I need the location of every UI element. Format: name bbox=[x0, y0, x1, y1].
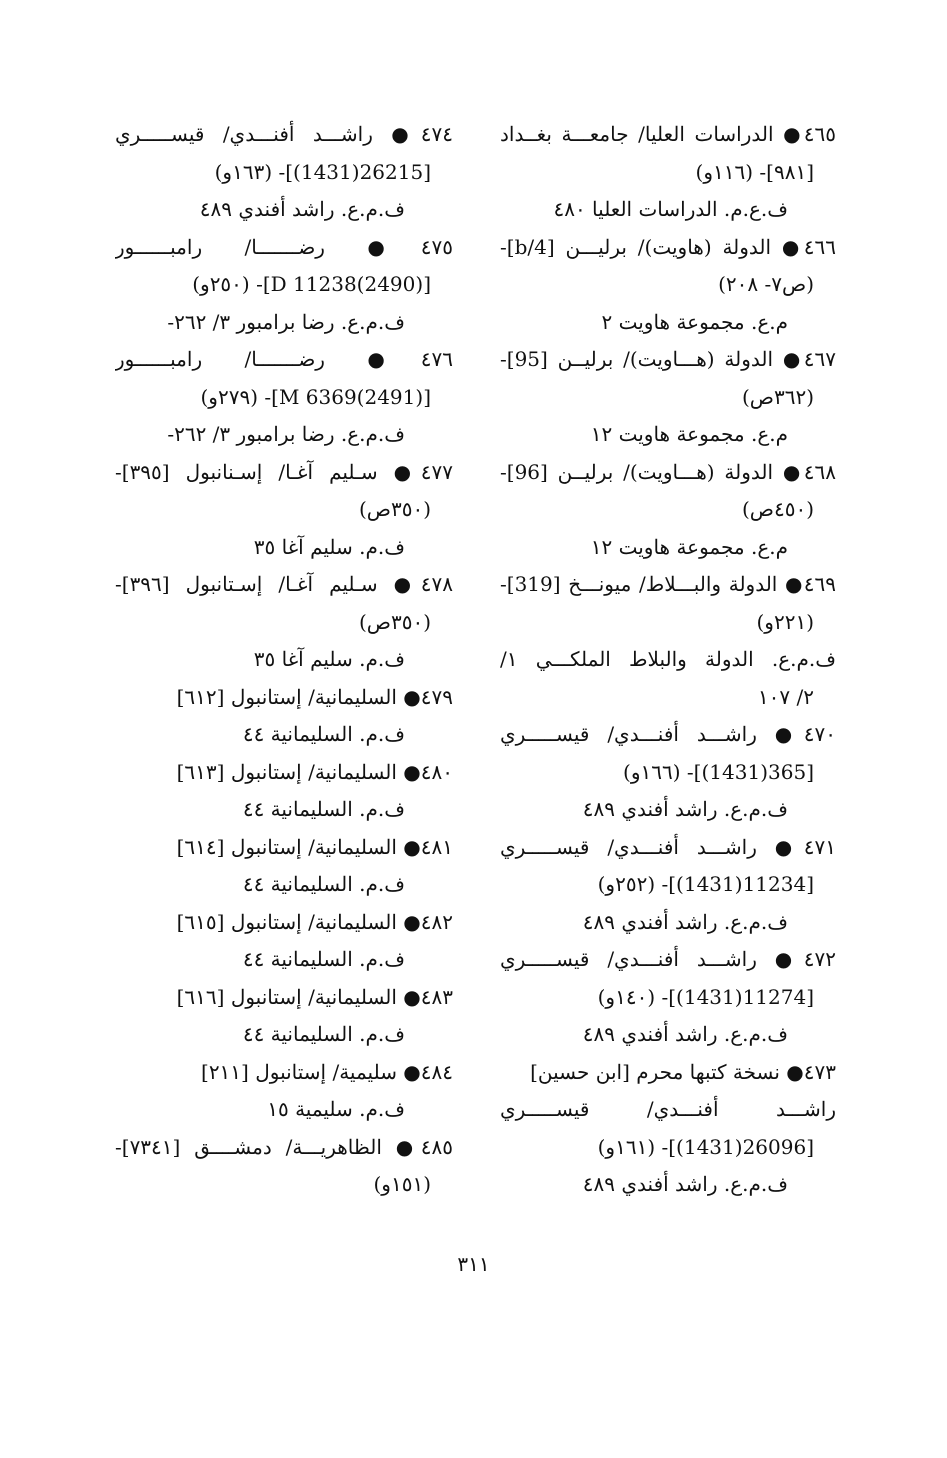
page-number: ٣١١ bbox=[457, 1252, 490, 1276]
catalog-line: م.ع. مجموعة هاويت ١٢ bbox=[590, 422, 788, 446]
catalog-line: (ص٧- ٢٠٨) bbox=[718, 272, 814, 296]
catalog-line: ٤٦٥● الدراسات العليا/ جامعـــة بغــداد bbox=[500, 122, 836, 146]
catalog-line: (٢٢١و) bbox=[756, 609, 814, 634]
catalog-line: ٤٨٠● السليمانية/ إستانبول [٦١٣] bbox=[176, 759, 453, 784]
catalog-line: ف.م.ع. راشد أفندي ٤٨٩ bbox=[199, 197, 405, 221]
catalog-line: ٤٧٧● سـليم آغـا/ إسـنانبول [٣٩٥]- bbox=[115, 459, 453, 484]
catalog-line: (٣٦٢ص) bbox=[741, 384, 814, 409]
catalog-line: [365(1431)]- (١٦٦و) bbox=[623, 759, 814, 784]
catalog-line: ف.م.ع. راشد أفندي ٤٨٩ bbox=[582, 909, 788, 934]
catalog-line: [11274(1431)]- (١٤٠و) bbox=[597, 984, 814, 1009]
catalog-line: ف.م. السليمانية ٤٤ bbox=[242, 872, 405, 896]
catalog-line: [D 11238(2490)]- (٢٥٠و) bbox=[192, 272, 431, 296]
catalog-line: ٤٧٨● سـليم آغـا/ إسـتانبول [٣٩٦]- bbox=[115, 572, 453, 596]
catalog-line: ف.م. سليمية ١٥ bbox=[267, 1097, 405, 1121]
catalog-line: ٤٧٣● نسخة كتبها محرم [ابن حسين] bbox=[530, 1059, 836, 1084]
catalog-line: ف.م. السليمانية ٤٤ bbox=[242, 722, 405, 746]
catalog-line: ٢/ ١٠٧ bbox=[757, 684, 814, 709]
catalog-line: ف.م.ع. رضا برامبور ٣/ ٢٦٢- bbox=[167, 422, 405, 446]
catalog-line: [26215(1431)]- (١٦٣و) bbox=[214, 159, 431, 184]
catalog-line: ٤٧١● راشـــد أفنـــدي/ قيســـــري bbox=[500, 834, 836, 859]
catalog-line: ف.ع.م. الدراسات العليا ٤٨٠ bbox=[553, 197, 788, 221]
catalog-line: ٤٧٩● السليمانية/ إستانبول [٦١٢] bbox=[176, 684, 453, 709]
left-column bbox=[115, 116, 453, 1204]
catalog-line: ف.م.ع. راشد أفندي ٤٨٩ bbox=[582, 1172, 788, 1196]
catalog-line: ٤٧٤● راشـــد أفنـــدي/ قيســـــري bbox=[115, 122, 453, 146]
catalog-line: ٤٨٤● سليمية/ إستانبول [٢١١] bbox=[201, 1059, 453, 1084]
catalog-line: [٩٨١]- (١١٦و) bbox=[695, 159, 814, 184]
catalog-line: ف.م.ع. راشد أفندي ٤٨٩ bbox=[582, 797, 788, 821]
catalog-line: ف.م.ع. الدولة والبلاط الملكـــي ١/ bbox=[500, 647, 836, 671]
catalog-line: ٤٦٨● الدولة (هـــاويت)/ برليــن [96]- bbox=[500, 459, 836, 484]
catalog-line: (٣٥٠ص) bbox=[358, 609, 431, 634]
catalog-line: [26096(1431)]- (١٦١و) bbox=[597, 1134, 814, 1159]
catalog-line: ف.م. السليمانية ٤٤ bbox=[242, 797, 405, 821]
catalog-line: ٤٧٦● رضـــــــا/ رامبــــــور bbox=[115, 347, 453, 371]
catalog-line: ٤٨٣● السليمانية/ إستانبول [٦١٦] bbox=[176, 984, 453, 1009]
right-column bbox=[500, 116, 836, 1204]
catalog-line: (١٥١و) bbox=[373, 1172, 431, 1196]
catalog-line: ٤٨٥● الظاهريـــة/ دمشــــق [٧٣٤١]- bbox=[115, 1134, 453, 1159]
catalog-line: ٤٦٧● الدولة (هـــاويت)/ برليــن [95]- bbox=[500, 347, 836, 371]
catalog-line: ف.م.ع. راشد أفندي ٤٨٩ bbox=[582, 1022, 788, 1046]
catalog-line: ف.م. السليمانية ٤٤ bbox=[242, 947, 405, 971]
catalog-line: ٤٧٥● رضـــــــا/ رامبــــــور bbox=[115, 234, 453, 259]
catalog-line: ٤٦٦● الدولة (هاويت)/ برليـــن [4/b]- bbox=[500, 234, 836, 259]
catalog-line: ٤٧٢● راشـــد أفنـــدي/ قيســـــري bbox=[500, 947, 836, 971]
catalog-line: [M 6369(2491)]- (٢٧٩و) bbox=[200, 384, 431, 409]
catalog-line: ٤٨٢● السليمانية/ إستانبول [٦١٥] bbox=[176, 909, 453, 934]
catalog-line: ف.م. سليم آغا ٣٥ bbox=[253, 647, 405, 671]
catalog-line: ف.م.ع. رضا برامبور ٣/ ٢٦٢- bbox=[167, 309, 405, 334]
catalog-line: ف.م. سليم آغا ٣٥ bbox=[253, 534, 405, 559]
catalog-line: م.ع. مجموعة هاويت ٢ bbox=[601, 309, 788, 334]
catalog-line: ف.م. السليمانية ٤٤ bbox=[242, 1022, 405, 1046]
catalog-line: ٤٦٩● الدولة والبـــلاط/ ميونـــخ [319]- bbox=[500, 572, 836, 596]
catalog-line: (٣٥٠ص) bbox=[358, 497, 431, 521]
catalog-line: (٤٥٠ص) bbox=[741, 497, 814, 521]
catalog-line: م.ع. مجموعة هاويت ١٢ bbox=[590, 534, 788, 559]
catalog-line: [11234(1431)]- (٢٥٢و) bbox=[597, 872, 814, 896]
catalog-line: ٤٧٠● راشـــد أفنـــدي/ قيســـــري bbox=[500, 722, 836, 746]
catalog-line: ٤٨١● السليمانية/ إستانبول [٦١٤] bbox=[176, 834, 453, 859]
catalog-line: راشـــد أفنـــدي/ قيســـــري bbox=[500, 1097, 836, 1121]
